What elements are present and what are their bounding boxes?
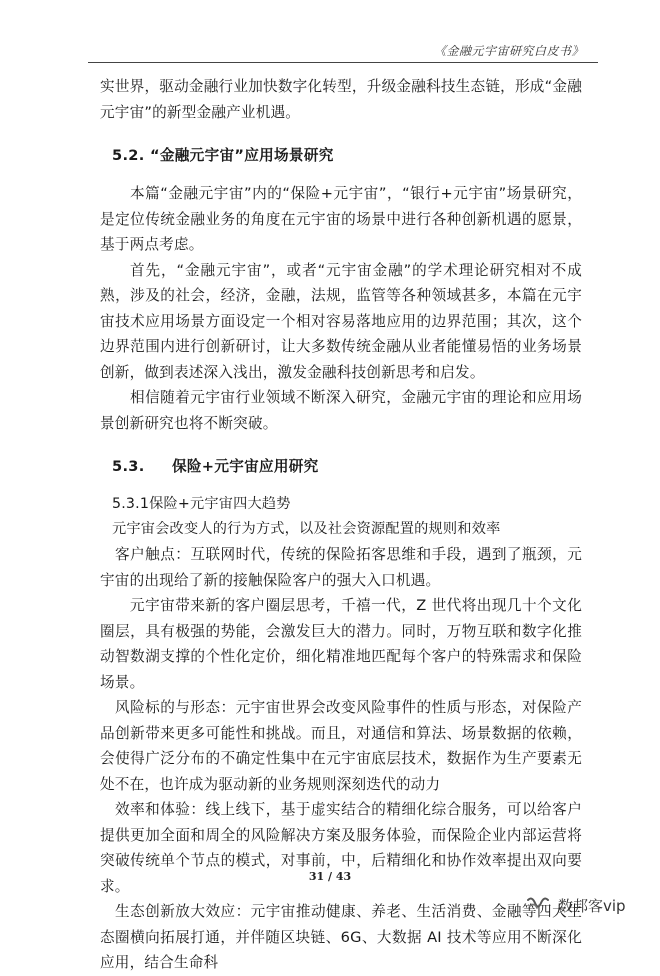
- header-divider: [88, 62, 598, 63]
- section-title: “金融元宇宙”应用场景研究: [150, 147, 334, 164]
- section-heading-5-3: [100, 454, 582, 480]
- paragraph: 本篇“金融元宇宙”内的“保险+元宇宙”，“银行+元宇宙”场景研究，是定位传统金融业务的角度在元宇宙的场景中进行各种创新机遇的愿景，基于两点考虑。: [100, 185, 582, 253]
- paragraph: 首先，“金融元宇宙”，或者“元宇宙金融”的学术理论研究相对不成熟，涉及的社会，经济，金融，法规，监管等各种领域甚多，本篇在元宇宙技术应用场景方面设定一个相对容易落地应用的边界范围；其次，这个边界范围内进行创新研讨，让大多数传统金融从业者能懂易悟的业务场景创新，做到表述深入浅出，激发金融科技创新思考和启发。: [100, 261, 582, 381]
- paragraph: 效率和体验：线上线下，基于虚实结合的精细化综合服务，可以给客户提供更加全面和周全的风险解决方案及服务体验，而保险企业内部运营将突破传统单个节点的模式，对事前，中，后精细化和协作效率提出双向要求。: [100, 801, 582, 895]
- watermark: [526, 893, 626, 917]
- page-number: 31 / 43: [308, 870, 352, 883]
- paragraph: 客户触点：互联网时代，传统的保险拓客思维和手段，遇到了瓶颈，元宇宙的出现给了新的接触保险客户的强大入口机遇。: [100, 546, 582, 589]
- subsection-heading: 5.3.1保险+元宇宙四大趋势: [112, 496, 291, 512]
- section-title: 保险+元宇宙应用研究: [172, 458, 319, 475]
- section-number: 5.3.: [112, 458, 145, 475]
- subtitle-line: 元宇宙会改变人的行为方式，以及社会资源配置的规则和效率: [112, 521, 501, 537]
- wechat-channel-icon: [526, 894, 552, 916]
- paragraph: 生态创新放大效应：元宇宙推动健康、养老、生活消费、金融等四大生态圈横向拓展打通，并伴随区块链、6G、大数据 AI 技术等应用不断深化应用，结合生命科: [100, 903, 582, 971]
- document-body: [100, 74, 582, 976]
- running-header: 《金融元宇宙研究白皮书》: [433, 44, 584, 58]
- paragraph: 相信随着元宇宙行业领域不断深入研究，金融元宇宙的理论和应用场景创新研究也将不断突破。: [100, 389, 582, 432]
- paragraph: 风险标的与形态：元宇宙世界会改变风险事件的性质与形态，对保险产品创新带来更多可能性和挑战。而且，对通信和算法、场景数据的依赖，会使得广泛分布的不确定性集中在元宇宙底层技术，数据作为生产要素无处不在，也许成为驱动新的业务规则深刻迭代的动力: [100, 699, 582, 793]
- section-number: 5.2.: [112, 147, 145, 164]
- paragraph: 元宇宙带来新的客户圈层思考，千禧一代，Z 世代将出现几十个文化圈层，具有极强的势能，会激发巨大的潜力。同时，万物互联和数字化推动智数湖支撑的个性化定价，细化精准地匹配每个客户的特殊需求和保险场景。: [100, 597, 582, 691]
- intro-paragraph: 实世界，驱动金融行业加快数字化转型，升级金融科技生态链，形成“金融元宇宙”的新型金融产业机遇。: [100, 78, 582, 121]
- section-heading-5-2: [100, 143, 582, 169]
- watermark-text: 数邦客vip: [558, 896, 626, 915]
